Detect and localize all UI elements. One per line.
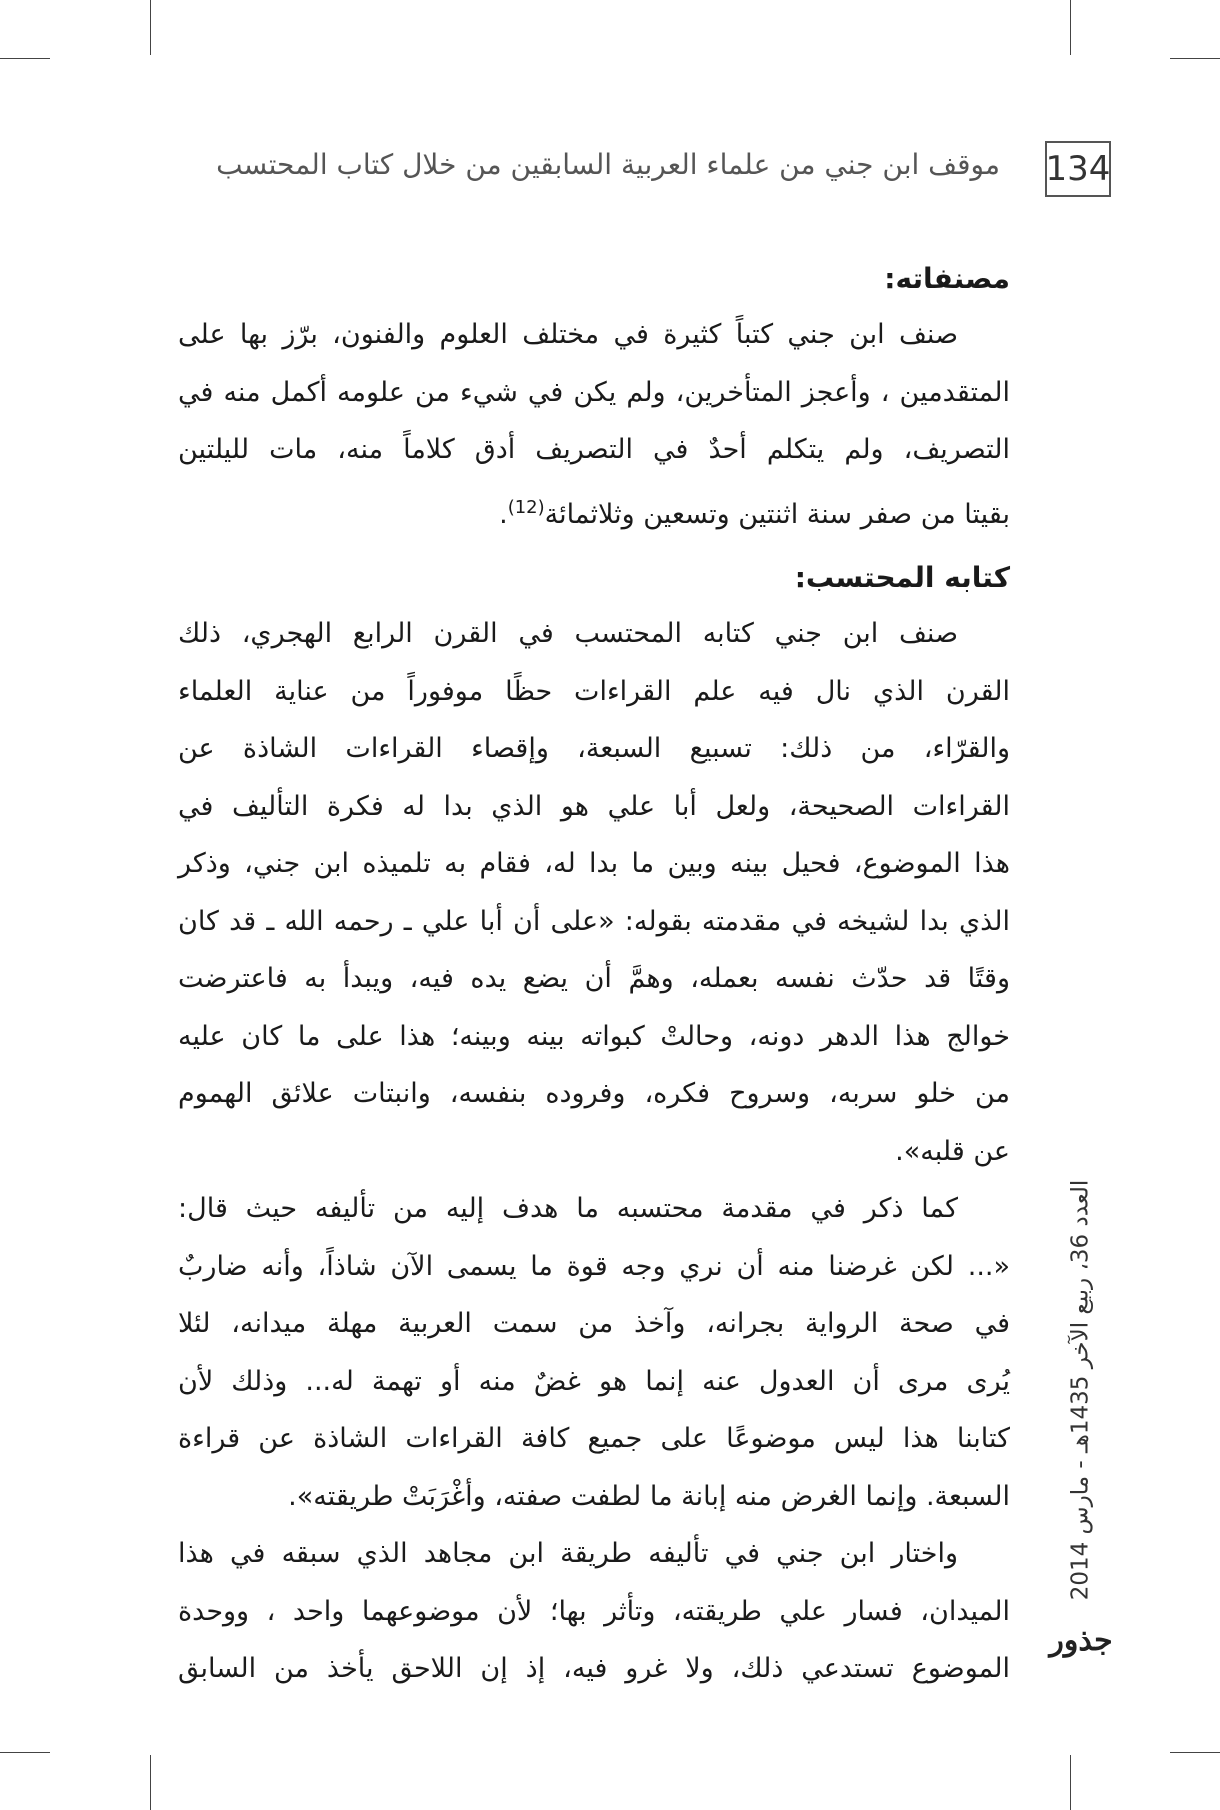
- text-line: القراءات الصحيحة، ولعل أبا علي هو الذي بدا له فكرة التأليف في: [178, 790, 1010, 822]
- text-line: في صحة الرواية بجرانه، وآخذ من سمت العربية مهلة ميدانه، لئلا: [178, 1308, 1010, 1339]
- running-title: موقف ابن جني من علماء العربية السابقين من خلال كتاب المحتسب: [216, 148, 1000, 181]
- crop-mark: [150, 1755, 151, 1810]
- text-line: السبعة. وإنما الغرض منه إبانة ما لطفت صفته، وأغْرَبَتْ طريقته».: [288, 1480, 1010, 1512]
- text-line: خوالج هذا الدهر دونه، وحالتْ كبواته بينه وبينه؛ هذا على ما كان عليه: [178, 1020, 1010, 1052]
- text-line: من خلو سربه، وسروح فكره، وفروده بنفسه، وانبتات علائق الهموم: [178, 1078, 1010, 1109]
- paragraph-works: [178, 306, 1010, 543]
- text-line: هذا الموضوع، فحيل بينه وبين ما بدا له، فقام به تلميذه ابن جني، وذكر: [178, 848, 1010, 879]
- text-line: الميدان، فسار علي طريقته، وتأثر بها؛ لأن موضوعهما واحد ، ووحدة: [178, 1595, 1010, 1627]
- section-heading-works: مصنفاته:: [884, 262, 1010, 295]
- text-line: واختار ابن جني في تأليفه طريقة ابن مجاهد الذي سبقه في هذا: [178, 1538, 958, 1569]
- text-line: بقيتا من صفر سنة اثنتين وتسعين وثلاثمائة$^{(12)}$.: [499, 496, 1010, 530]
- paragraph-muhtasab-3: [178, 1525, 1010, 1698]
- article-body: [178, 252, 1010, 1698]
- crop-mark: [1170, 58, 1220, 59]
- journal-logo: جذور: [1049, 1623, 1113, 1658]
- section-heading-muhtasab: كتابه المحتسب:: [794, 561, 1010, 594]
- text-line: كتابنا هذا ليس موضوعًا على جميع كافة القراءات الشاذة عن قراءة: [178, 1423, 1010, 1454]
- crop-mark: [0, 58, 50, 59]
- text-line: عن قلبه».: [895, 1135, 1010, 1167]
- text-line: الذي بدا لشيخه في مقدمته بقوله: «على أن أبا علي ـ رحمه الله ـ قد كان: [178, 905, 1010, 937]
- crop-mark: [1170, 1752, 1220, 1753]
- issue-info-text: العدد 36، ربيع الآخر 1435هـ - مارس 2014: [1067, 1179, 1093, 1601]
- text-line: كما ذكر في مقدمة محتسبه ما هدف إليه من تأليفه حيث قال:: [178, 1193, 958, 1224]
- text-line: القرن الذي نال فيه علم القراءات حظًا موفوراً من عناية العلماء: [178, 675, 1010, 707]
- paragraph-muhtasab-2: [178, 1180, 1010, 1525]
- footnote-reference: (12): [507, 496, 545, 518]
- text-line: يُرى مرى أن العدول عنه إنما هو غضٌ منه أو تهمة له... وذلك لأن: [178, 1365, 1010, 1397]
- text-line: التصريف، ولم يتكلم أحدٌ في التصريف أدق كلاماً منه، مات لليلتين: [178, 434, 1010, 465]
- crop-mark: [1070, 0, 1071, 55]
- crop-mark: [0, 1752, 50, 1753]
- text-line: «... لكن غرضنا منه أن نري وجه قوة ما يسمى الآن شاذاً، وأنه ضاربٌ: [178, 1250, 1010, 1282]
- issue-info-vertical: [1050, 1160, 1110, 1620]
- text-line: صنف ابن جني كتابه المحتسب في القرن الرابع الهجري، ذلك: [178, 618, 958, 649]
- crop-mark: [1070, 1755, 1071, 1810]
- page-number: 134: [1045, 141, 1111, 197]
- crop-mark: [150, 0, 151, 55]
- text-line: الموضوع تستدعي ذلك، ولا غرو فيه، إذ إن اللاحق يأخذ من السابق: [178, 1653, 1010, 1684]
- text-line: صنف ابن جني كتباً كثيرة في مختلف العلوم والفنون، برّز بها على: [178, 319, 958, 350]
- text-line: المتقدمين ، وأعجز المتأخرين، ولم يكن في شيء من علومه أكمل منه في: [178, 376, 1010, 408]
- text-line: وقتًا قد حدّث نفسه بعمله، وهمَّ أن يضع يده فيه، ويبدأ به فاعترضت: [178, 963, 1010, 994]
- text-line: والقرّاء، من ذلك: تسبيع السبعة، وإقصاء القراءات الشاذة عن: [178, 733, 1010, 764]
- paragraph-muhtasab-1: [178, 605, 1010, 1180]
- text-line-content: بقيتا من صفر سنة اثنتين وتسعين وثلاثمائة: [544, 498, 1010, 530]
